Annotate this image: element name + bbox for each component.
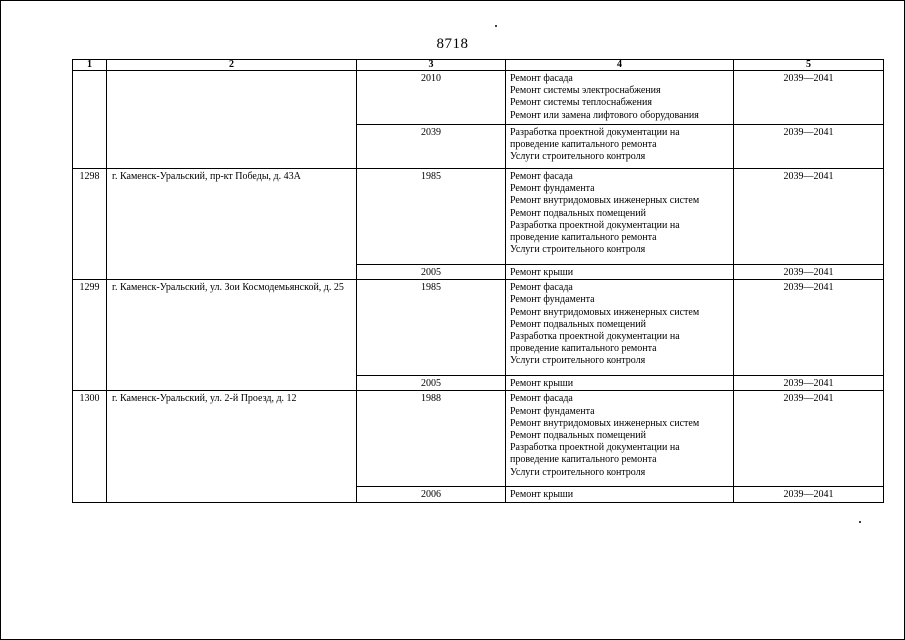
column-header: 4: [506, 60, 734, 71]
work-item: Ремонт фасада: [510, 393, 573, 405]
row-number: 1298: [79, 171, 100, 182]
repair-period: 2039—2041: [783, 73, 834, 84]
row-number-cell: [73, 169, 107, 280]
commission-year: 2006: [421, 489, 441, 501]
repair-period: 2039—2041: [783, 267, 834, 278]
row-number-cell: [73, 391, 107, 502]
repair-period: 2039—2041: [783, 282, 834, 294]
work-item: Услуги строительного контроля: [510, 244, 646, 256]
work-item: Разработка проектной документации на: [510, 219, 680, 231]
work-item: Разработка проектной документации на: [510, 331, 680, 343]
work-item: Услуги строительного контроля: [510, 466, 646, 478]
row-number: 1300: [79, 393, 100, 405]
commission-year: 1988: [421, 393, 441, 405]
work-item: проведение капитального ремонта: [510, 232, 657, 244]
work-item: Ремонт фундамента: [510, 294, 595, 306]
address-cell: [107, 280, 357, 391]
year-cell: [357, 125, 506, 169]
commission-year: 2005: [421, 267, 441, 278]
scan-speck: [859, 521, 861, 523]
work-item: Услуги строительного контроля: [510, 355, 646, 367]
work-item: Ремонт крыши: [510, 489, 574, 501]
commission-year: 1985: [421, 282, 441, 294]
table-row: [73, 71, 884, 125]
works-cell: [506, 265, 734, 280]
column-header: 5: [734, 60, 884, 71]
period-cell: [734, 169, 884, 265]
works-cell: [506, 391, 734, 487]
work-item: проведение капитального ремонта: [510, 454, 657, 466]
work-item: Услуги строительного контроля: [510, 151, 646, 163]
repair-period: 2039—2041: [783, 171, 834, 182]
column-header: 2: [107, 60, 357, 71]
work-item: проведение капитального ремонта: [510, 139, 657, 151]
year-cell: [357, 487, 506, 502]
work-item: Разработка проектной документации на: [510, 442, 680, 454]
year-cell: [357, 265, 506, 280]
scan-speck: [495, 25, 497, 27]
work-item: Ремонт фасада: [510, 171, 573, 182]
period-cell: [734, 265, 884, 280]
work-item: Ремонт фундамента: [510, 405, 595, 417]
repair-period: 2039—2041: [783, 378, 834, 390]
repair-period: 2039—2041: [783, 489, 834, 501]
period-cell: [734, 125, 884, 169]
work-item: Ремонт подвальных помещений: [510, 430, 646, 442]
column-number-row: [73, 60, 884, 71]
work-item: Ремонт крыши: [510, 267, 574, 278]
commission-year: 2005: [421, 378, 441, 390]
work-item: Ремонт подвальных помещений: [510, 318, 646, 330]
address-cell: [107, 71, 357, 169]
work-item: Ремонт внутридомовых инженерных систем: [510, 195, 700, 207]
commission-year: 2010: [421, 73, 441, 84]
year-cell: [357, 169, 506, 265]
table-body: [73, 71, 884, 503]
row-number: 1299: [79, 282, 100, 294]
table-row: [73, 280, 884, 376]
work-item: Ремонт внутридомовых инженерных систем: [510, 417, 700, 429]
column-header: 1: [73, 60, 107, 71]
work-item: Ремонт или замена лифтового оборудования: [510, 109, 699, 121]
address-text: г. Каменск-Уральский, пр-кт Победы, д. 43А: [112, 171, 301, 182]
address-cell: [107, 391, 357, 502]
period-cell: [734, 391, 884, 487]
row-number-cell: [73, 280, 107, 391]
period-cell: [734, 487, 884, 502]
commission-year: 1985: [421, 171, 441, 182]
repair-period: 2039—2041: [783, 393, 834, 405]
address-text: г. Каменск-Уральский, ул. Зои Космодемьянской, д. 25: [112, 282, 344, 294]
work-item: Разработка проектной документации на: [510, 127, 680, 138]
work-item: Ремонт фасада: [510, 73, 573, 84]
works-cell: [506, 487, 734, 502]
table-row: [73, 169, 884, 265]
page-number: 8718: [436, 36, 469, 52]
period-cell: [734, 376, 884, 391]
address-text: г. Каменск-Уральский, ул. 2-й Проезд, д. 12: [112, 393, 297, 405]
work-item: Ремонт фасада: [510, 282, 573, 294]
work-item: проведение капитального ремонта: [510, 343, 657, 355]
column-header: 3: [357, 60, 506, 71]
work-item: Ремонт крыши: [510, 378, 574, 390]
year-cell: [357, 71, 506, 125]
work-item: Ремонт внутридомовых инженерных систем: [510, 306, 700, 318]
works-cell: [506, 169, 734, 265]
address-cell: [107, 169, 357, 280]
period-cell: [734, 280, 884, 376]
year-cell: [357, 280, 506, 376]
commission-year: 2039: [421, 127, 441, 138]
works-cell: [506, 376, 734, 391]
work-item: Ремонт подвальных помещений: [510, 207, 646, 219]
capital-repair-table: [72, 59, 884, 503]
year-cell: [357, 376, 506, 391]
table-row: [73, 391, 884, 487]
works-cell: [506, 280, 734, 376]
repair-period: 2039—2041: [783, 127, 834, 138]
year-cell: [357, 391, 506, 487]
works-cell: [506, 71, 734, 125]
work-item: Ремонт системы теплоснабжения: [510, 97, 652, 109]
works-cell: [506, 125, 734, 169]
row-number-cell: [73, 71, 107, 169]
period-cell: [734, 71, 884, 125]
work-item: Ремонт фундамента: [510, 183, 595, 195]
work-item: Ремонт системы электроснабжения: [510, 85, 661, 97]
